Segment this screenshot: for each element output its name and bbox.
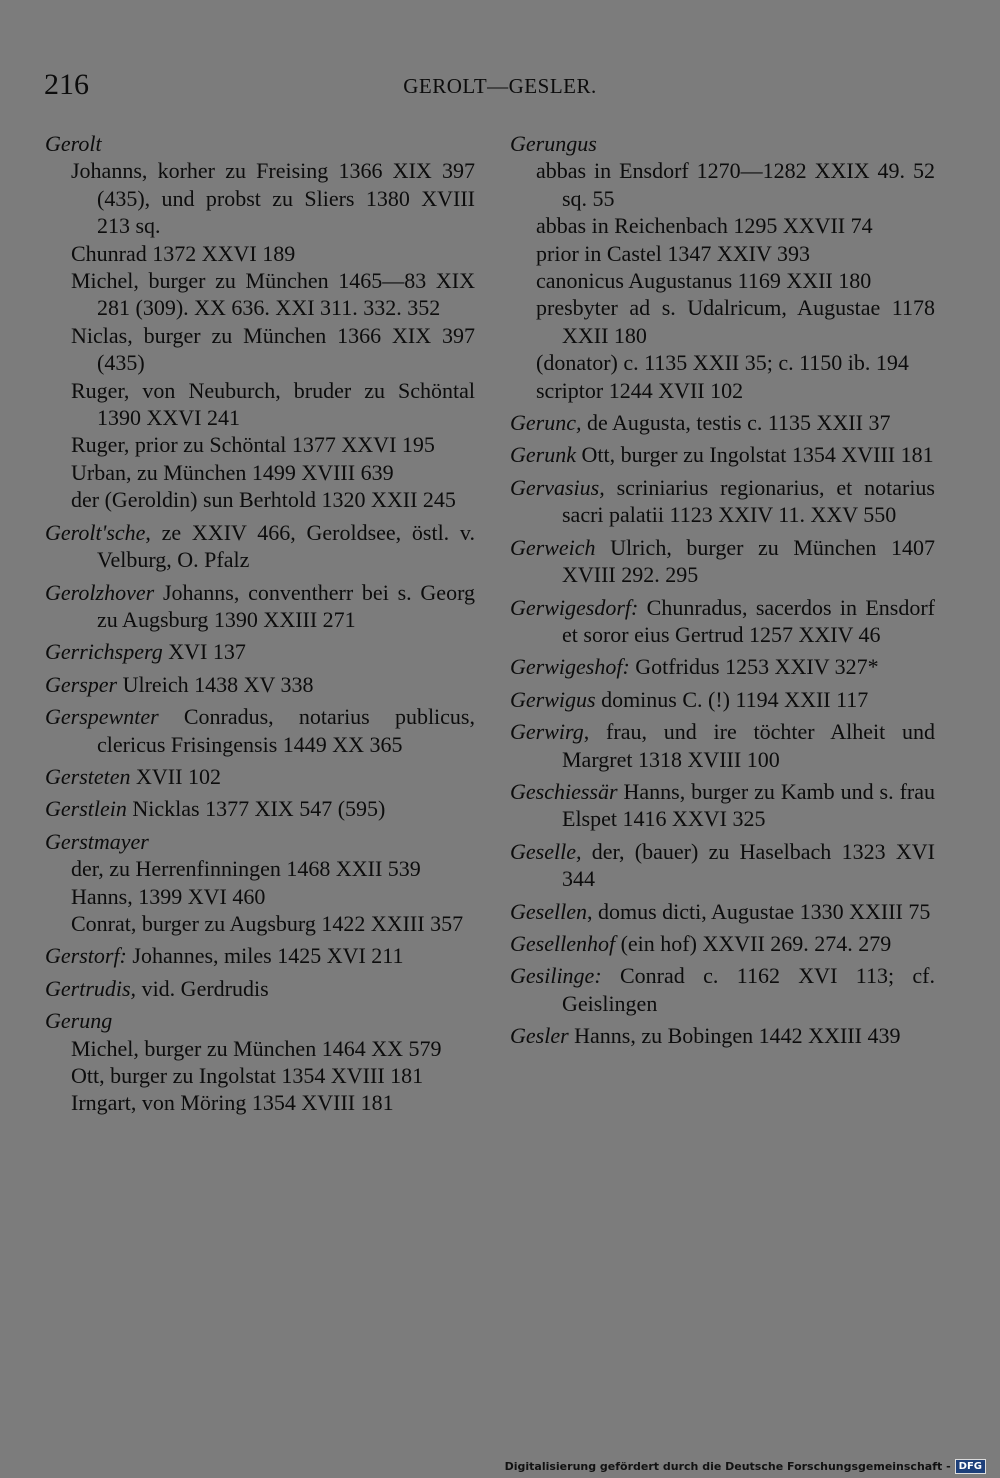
entry-text: XVII 102 <box>130 763 221 789</box>
dfg-logo: DFG <box>955 1459 986 1474</box>
sub-entry: Urban, zu München 1499 XVIII 639 <box>71 459 394 485</box>
left-column <box>45 130 475 1122</box>
entry-text: Chunradus, sacerdos in Ensdorf et soror eius Gertrud 1257 XXIV 46 <box>562 594 935 647</box>
entry-text: Hanns, burger zu Kamb und s. frau Elspet 1416 XXVI 325 <box>562 778 935 832</box>
sub-entry: (donator) c. 1135 XXII 35; c. 1150 ib. 194 <box>536 350 909 376</box>
index-entry <box>510 1022 935 1049</box>
sub-entry: prior in Castel 1347 XXIV 393 <box>536 240 810 266</box>
entry-headword: Gerolzhover <box>45 579 155 605</box>
entry-headword: Gesilinge: <box>510 963 602 989</box>
entry-text: Gotfridus 1253 XXIV 327* <box>629 654 879 680</box>
sub-entry: abbas in Ensdorf 1270—1282 XXIX 49. 52 sq. 55 <box>536 158 935 211</box>
entry-headword: Gerunk <box>510 442 576 468</box>
entry-sublist <box>45 1035 475 1117</box>
entry-headword: Gervasius, <box>510 474 605 500</box>
index-entry <box>45 795 475 822</box>
sub-entry: Ruger, von Neuburch, bruder zu Schöntal 1390 XXVI 241 <box>71 377 475 431</box>
entry-headword: Gersteten <box>45 763 131 789</box>
entry-sublist <box>45 855 475 937</box>
index-entry <box>510 962 935 1017</box>
entry-sublist <box>45 157 475 513</box>
sub-entry: Johanns, korher zu Freising 1366 XIX 397 (435), und probst zu Sliers 1380 XVIII 213 sq. <box>71 158 475 239</box>
entry-headword: Gerwigeshof: <box>510 654 630 680</box>
entry-headword: Gerunc, <box>510 410 582 436</box>
index-entry <box>510 653 935 680</box>
entry-headword: Gerwigus <box>510 686 596 712</box>
entry-sublist <box>510 157 935 404</box>
entry-headword: Gerung <box>45 1008 113 1034</box>
footer <box>505 1459 986 1474</box>
index-entry <box>510 594 935 649</box>
page-header <box>40 68 960 108</box>
index-entry <box>510 718 935 773</box>
page-number: 216 <box>44 68 89 101</box>
index-entry <box>45 942 475 969</box>
entry-text: Ulreich 1438 XV 338 <box>117 671 314 697</box>
footer-text: Digitalisierung gefördert durch die Deutsche Forschungsgemeinschaft - <box>504 1460 951 1473</box>
entry-text: Hanns, zu Bobingen 1442 XXIII 439 <box>568 1023 901 1049</box>
entry-headword: Gersper <box>45 671 118 697</box>
entry-headword: Gerstmayer <box>45 828 149 854</box>
sub-entry: der, zu Herrenfinningen 1468 XXII 539 <box>71 856 421 882</box>
index-entry <box>45 763 475 790</box>
right-column <box>510 130 935 1055</box>
sub-entry: presbyter ad s. Udalricum, Augustae 1178 XXII 180 <box>536 295 935 348</box>
entry-headword: Gerrichsperg <box>45 639 163 665</box>
entry-headword: Gerwigesdorf: <box>510 594 639 620</box>
entry-text: Ulrich, burger zu München 1407 XVIII 292. 295 <box>562 534 935 588</box>
index-entry <box>510 534 935 589</box>
index-entry <box>510 930 935 957</box>
index-entry <box>510 778 935 833</box>
index-entry <box>45 519 475 574</box>
entry-text: , frau, und ire töchter Alheit und Margret 1318 XVIII 100 <box>562 719 935 772</box>
index-entry <box>45 671 475 698</box>
entry-text: de Augusta, testis c. 1135 XXII 37 <box>581 410 891 436</box>
entry-text: Conrad c. 1162 XVI 113; cf. Geislingen <box>562 963 935 1016</box>
entry-headword: Gerwirg <box>510 719 584 745</box>
entry-text: Johanns, conventherr bei s. Georg zu Augsburg 1390 XXIII 271 <box>97 579 475 632</box>
index-entry <box>510 474 935 529</box>
entry-text: XVI 137 <box>162 639 246 665</box>
sub-entry: abbas in Reichenbach 1295 XXVII 74 <box>536 213 873 239</box>
entry-text: , ze XXIV 466, Geroldsee, östl. v. Velburg, O. Pfalz <box>97 519 475 573</box>
entry-text: Ott, burger zu Ingolstat 1354 XVIII 181 <box>575 442 934 468</box>
sub-entry: Michel, burger zu München 1464 XX 579 <box>71 1035 442 1061</box>
entry-text: scriniarius regionarius, et notarius sacri palatii 1123 XXIV 11. XXV 550 <box>562 474 935 528</box>
sub-entry: Ott, burger zu Ingolstat 1354 XVIII 181 <box>71 1063 424 1088</box>
index-entry <box>45 975 475 1002</box>
sub-entry: Irngart, von Möring 1354 XVIII 181 <box>71 1090 394 1116</box>
entry-headword: Geselle, <box>510 838 582 864</box>
index-entry <box>510 686 935 713</box>
entry-text: der, (bauer) zu Haselbach 1323 XVI 344 <box>562 838 935 892</box>
sub-entry: Niclas, burger zu München 1366 XIX 397 (435) <box>71 322 475 376</box>
entry-text: (ein hof) XXVII 269. 274. 279 <box>615 930 892 956</box>
sub-entry: Hanns, 1399 XVI 460 <box>71 883 266 909</box>
sub-entry: der (Geroldin) sun Berhtold 1320 XXII 245 <box>71 487 456 513</box>
index-entry <box>510 898 935 925</box>
entry-headword: Geschiessär <box>510 778 618 804</box>
entry-headword: Gerolt'sche <box>45 519 146 545</box>
entry-headword: Gertrudis, <box>45 975 137 1001</box>
entry-text: vid. Gerdrudis <box>136 975 269 1001</box>
entry-text: Johannes, miles 1425 XVI 211 <box>126 943 404 969</box>
entry-headword: Gerstorf: <box>45 943 127 969</box>
sub-entry: Michel, burger zu München 1465—83 XIX 281 (309). XX 636. XXI 311. 332. 352 <box>71 268 475 321</box>
entry-headword: Gerspewnter <box>45 704 159 730</box>
sub-entry: scriptor 1244 XVII 102 <box>536 377 744 403</box>
index-entry <box>510 838 935 893</box>
entry-text: dominus C. (!) 1194 XXII 117 <box>595 686 869 712</box>
sub-entry: Ruger, prior zu Schöntal 1377 XXVI 195 <box>71 432 435 458</box>
entry-headword: Gesellenhof <box>510 930 616 956</box>
index-entry <box>510 441 935 468</box>
entry-headword: Gerweich <box>510 534 596 560</box>
index-entry <box>510 409 935 436</box>
running-title: GEROLT—GESLER. <box>403 74 597 98</box>
entry-headword: Gerungus <box>510 131 597 156</box>
entry-text: Nicklas 1377 XIX 547 (595) <box>126 796 386 822</box>
entry-text: Conradus, notarius publicus, clericus Frisingensis 1449 XX 365 <box>97 704 475 757</box>
sub-entry: Conrat, burger zu Augsburg 1422 XXIII 357 <box>71 910 464 936</box>
entry-headword: Gerstlein <box>45 796 127 822</box>
index-entry <box>45 703 475 758</box>
entry-headword: Gesler <box>510 1023 569 1049</box>
sub-entry: Chunrad 1372 XXVI 189 <box>71 240 296 266</box>
entry-text: , domus dicti, Augustae 1330 XXIII 75 <box>586 898 931 924</box>
index-entry <box>45 579 475 634</box>
index-entry <box>45 638 475 665</box>
entry-headword: Gerolt <box>45 131 102 156</box>
entry-headword: Gesellen <box>510 898 587 924</box>
sub-entry: canonicus Augustanus 1169 XXII 180 <box>536 268 872 294</box>
